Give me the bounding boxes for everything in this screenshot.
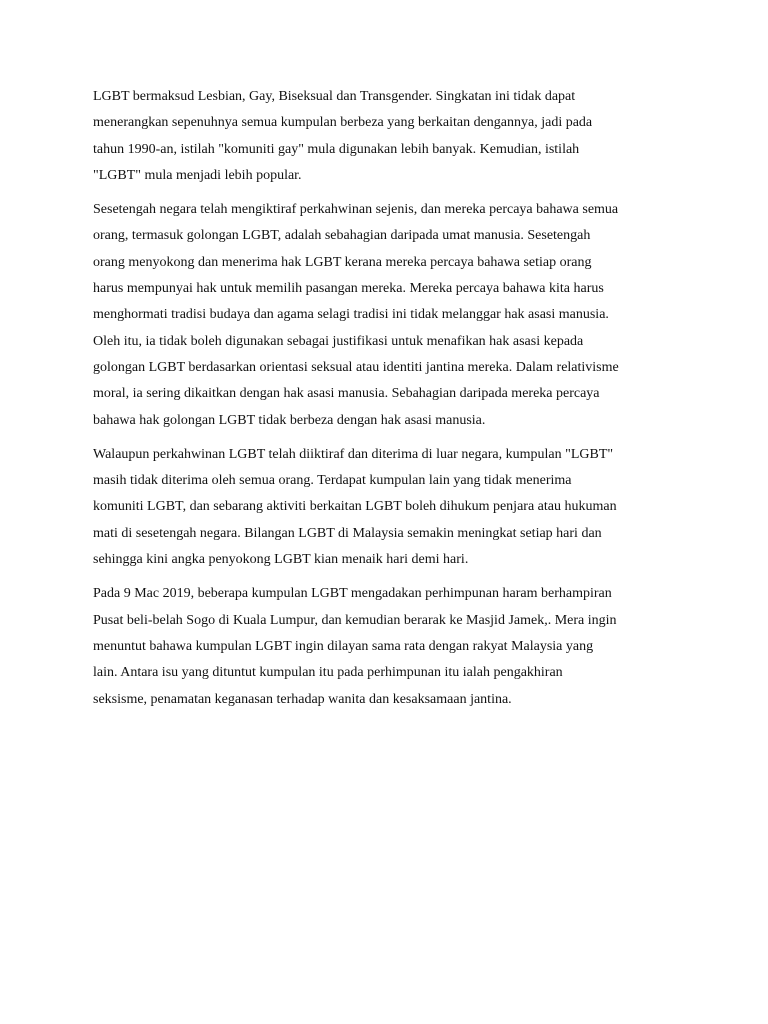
text-line: golongan LGBT berdasarkan orientasi seksual atau identiti jantina mereka. Dalam relativisme	[93, 359, 619, 375]
text-line: lain. Antara isu yang dituntut kumpulan itu pada perhimpunan itu ialah pengakhiran	[93, 665, 563, 681]
text-line: Pusat beli-belah Sogo di Kuala Lumpur, dan kemudian berarak ke Masjid Jamek,. Mera ingin	[93, 612, 617, 628]
text-line: moral, ia sering dikaitkan dengan hak asasi manusia. Sebahagian daripada mereka percaya	[93, 386, 600, 402]
text-line: bahawa hak golongan LGBT tidak berbeza dengan hak asasi manusia.	[93, 412, 486, 428]
text-line: LGBT bermaksud Lesbian, Gay, Biseksual dan Transgender. Singkatan ini tidak dapat	[93, 89, 576, 104]
text-line: komuniti LGBT, dan sebarang aktiviti berkaitan LGBT boleh dihukum penjara atau hukuman	[93, 499, 617, 515]
text-line: masih tidak diterima oleh semua orang. Terdapat kumpulan lain yang tidak menerima	[93, 473, 572, 489]
paragraph-3	[93, 442, 683, 573]
text-line: menerangkan sepenuhnya semua kumpulan berbeza yang berkaitan dengannya, jadi pada	[93, 115, 593, 131]
document-page	[93, 84, 683, 721]
text-line: sehingga kini angka penyokong LGBT kian menaik hari demi hari.	[93, 552, 469, 568]
text-line: orang menyokong dan menerima hak LGBT kerana mereka percaya bahawa setiap orang	[93, 254, 592, 270]
text-line: Sesetengah negara telah mengiktiraf perkahwinan sejenis, dan mereka percaya bahawa semua	[93, 202, 619, 218]
text-line: Walaupun perkahwinan LGBT telah diiktiraf dan diterima di luar negara, kumpulan "LGBT"	[93, 446, 614, 462]
text-line: harus mempunyai hak untuk memilih pasangan mereka. Mereka percaya bahawa kita harus	[93, 281, 604, 297]
text-line: mati di sesetengah negara. Bilangan LGBT di Malaysia semakin meningkat setiap hari dan	[93, 525, 602, 541]
text-line: tahun 1990-an, istilah "komuniti gay" mula digunakan lebih banyak. Kemudian, istilah	[93, 141, 580, 157]
text-line: Pada 9 Mac 2019, beberapa kumpulan LGBT mengadakan perhimpunan haram berhampiran	[93, 586, 612, 602]
text-line: Oleh itu, ia tidak boleh digunakan sebagai justifikasi untuk menafikan hak asasi kepada	[93, 333, 584, 349]
text-line: "LGBT" mula menjadi lebih popular.	[93, 167, 302, 183]
text-line: menghormati tradisi budaya dan agama selagi tradisi ini tidak melanggar hak asasi manusia.	[93, 307, 609, 323]
paragraph-1	[93, 84, 683, 189]
paragraph-4	[93, 581, 683, 712]
text-line: orang, termasuk golongan LGBT, adalah sebahagian daripada umat manusia. Sesetengah	[93, 228, 591, 244]
text-line: menuntut bahawa kumpulan LGBT ingin dilayan sama rata dengan rakyat Malaysia yang	[93, 638, 594, 654]
text-line: seksisme, penamatan keganasan terhadap wanita dan kesaksamaan jantina.	[93, 691, 512, 707]
paragraph-2	[93, 197, 683, 434]
